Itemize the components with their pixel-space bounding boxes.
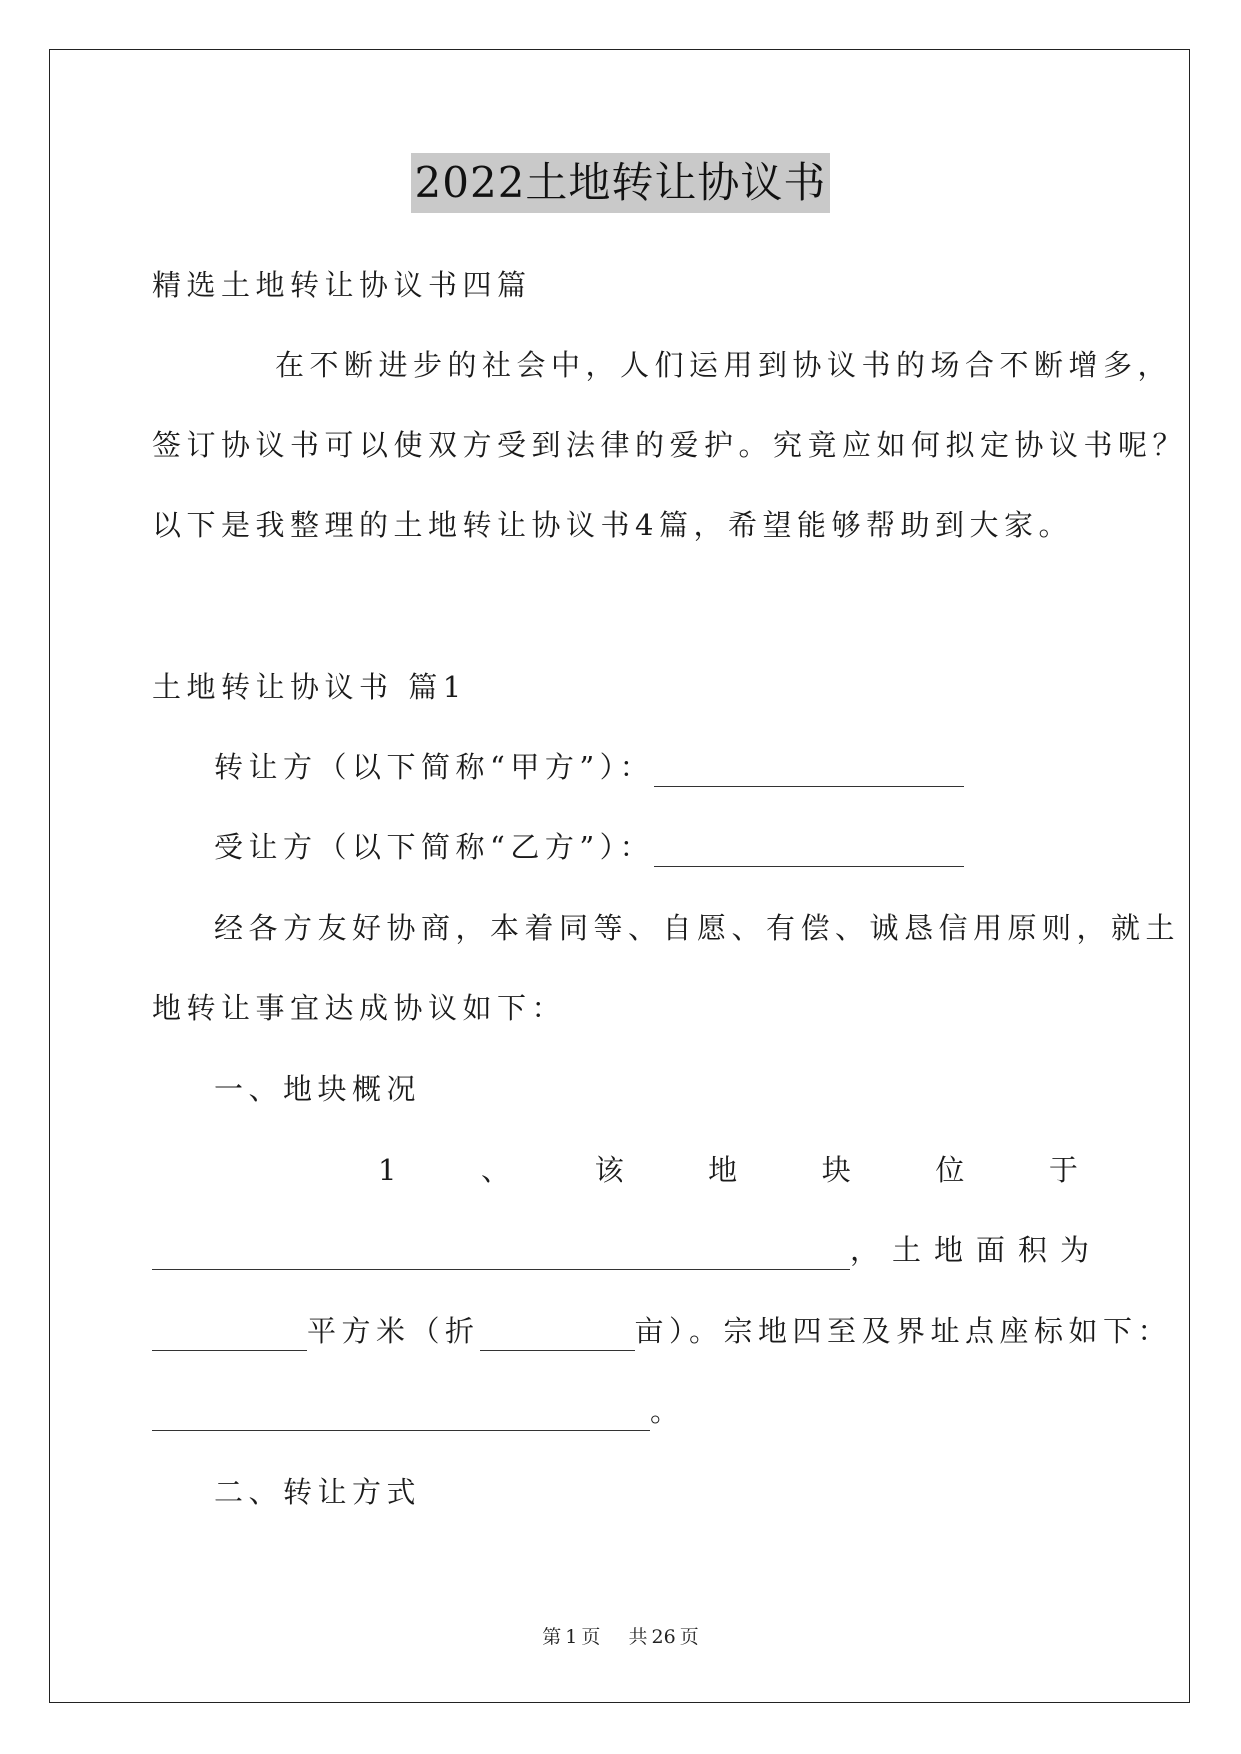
- page-footer: [0, 1622, 1241, 1649]
- area-row: [152, 1230, 1103, 1270]
- intro-line-3: 以下是我整理的土地转让协议书4篇，希望能够帮助到大家。: [152, 508, 1073, 542]
- title-container: [0, 153, 1241, 213]
- heading-2: 二、转让方式: [214, 1475, 422, 1509]
- sqm-blank[interactable]: [152, 1320, 307, 1351]
- total-text: 共: [628, 1626, 648, 1648]
- area-label: ，土地面积为: [850, 1233, 1103, 1267]
- item1-char: 于: [1048, 1153, 1078, 1187]
- coords-row: [152, 1391, 1088, 1431]
- page-text: 第: [542, 1626, 562, 1648]
- location-blank[interactable]: [152, 1239, 850, 1270]
- party-a-label: 转让方（以下简称“甲方”）：: [214, 750, 655, 784]
- total-unit: 页: [679, 1626, 699, 1648]
- document-title: 2022土地转让协议书: [411, 153, 831, 213]
- item1-row: [378, 1150, 1078, 1190]
- agreement-line-1: 经各方友好协商，本着同等、自愿、有偿、诚恳信用原则，就土: [214, 911, 1181, 945]
- item1-char: 、: [481, 1153, 511, 1187]
- heading-1: 一、地块概况: [214, 1072, 422, 1106]
- mu-label: 亩）。宗地四至及界址点座标如下：: [634, 1314, 1173, 1348]
- total-pages: 26: [651, 1626, 676, 1648]
- party-b-row: [214, 827, 1150, 867]
- period: 。: [650, 1394, 685, 1428]
- page-unit: 页: [581, 1626, 601, 1648]
- item1-char: 位: [935, 1153, 965, 1187]
- subtitle: 精选土地转让协议书四篇: [152, 268, 532, 302]
- intro-line-2: 签订协议书可以使双方受到法律的爱护。究竟应如何拟定协议书呢？: [152, 428, 1188, 462]
- page-number: 1: [565, 1626, 578, 1648]
- section-title: 土地转让协议书 篇1: [152, 670, 467, 704]
- unit-row: [152, 1311, 1173, 1351]
- party-a-row: [214, 747, 1150, 787]
- item1-char: 该: [594, 1153, 624, 1187]
- item1-char: 块: [821, 1153, 851, 1187]
- party-b-blank[interactable]: [654, 836, 964, 867]
- party-b-label: 受让方（以下简称“乙方”）：: [214, 830, 655, 864]
- party-a-blank[interactable]: [654, 756, 964, 787]
- item1-char: 地: [708, 1153, 738, 1187]
- mu-blank[interactable]: [480, 1320, 635, 1351]
- intro-line-1: 在不断进步的社会中，人们运用到协议书的场合不断增多，: [275, 348, 1173, 382]
- sqm-label: 平方米（折: [307, 1314, 480, 1348]
- agreement-line-2: 地转让事宜达成协议如下：: [152, 991, 567, 1025]
- item1-char: 1: [378, 1153, 397, 1187]
- coords-blank[interactable]: [152, 1400, 650, 1431]
